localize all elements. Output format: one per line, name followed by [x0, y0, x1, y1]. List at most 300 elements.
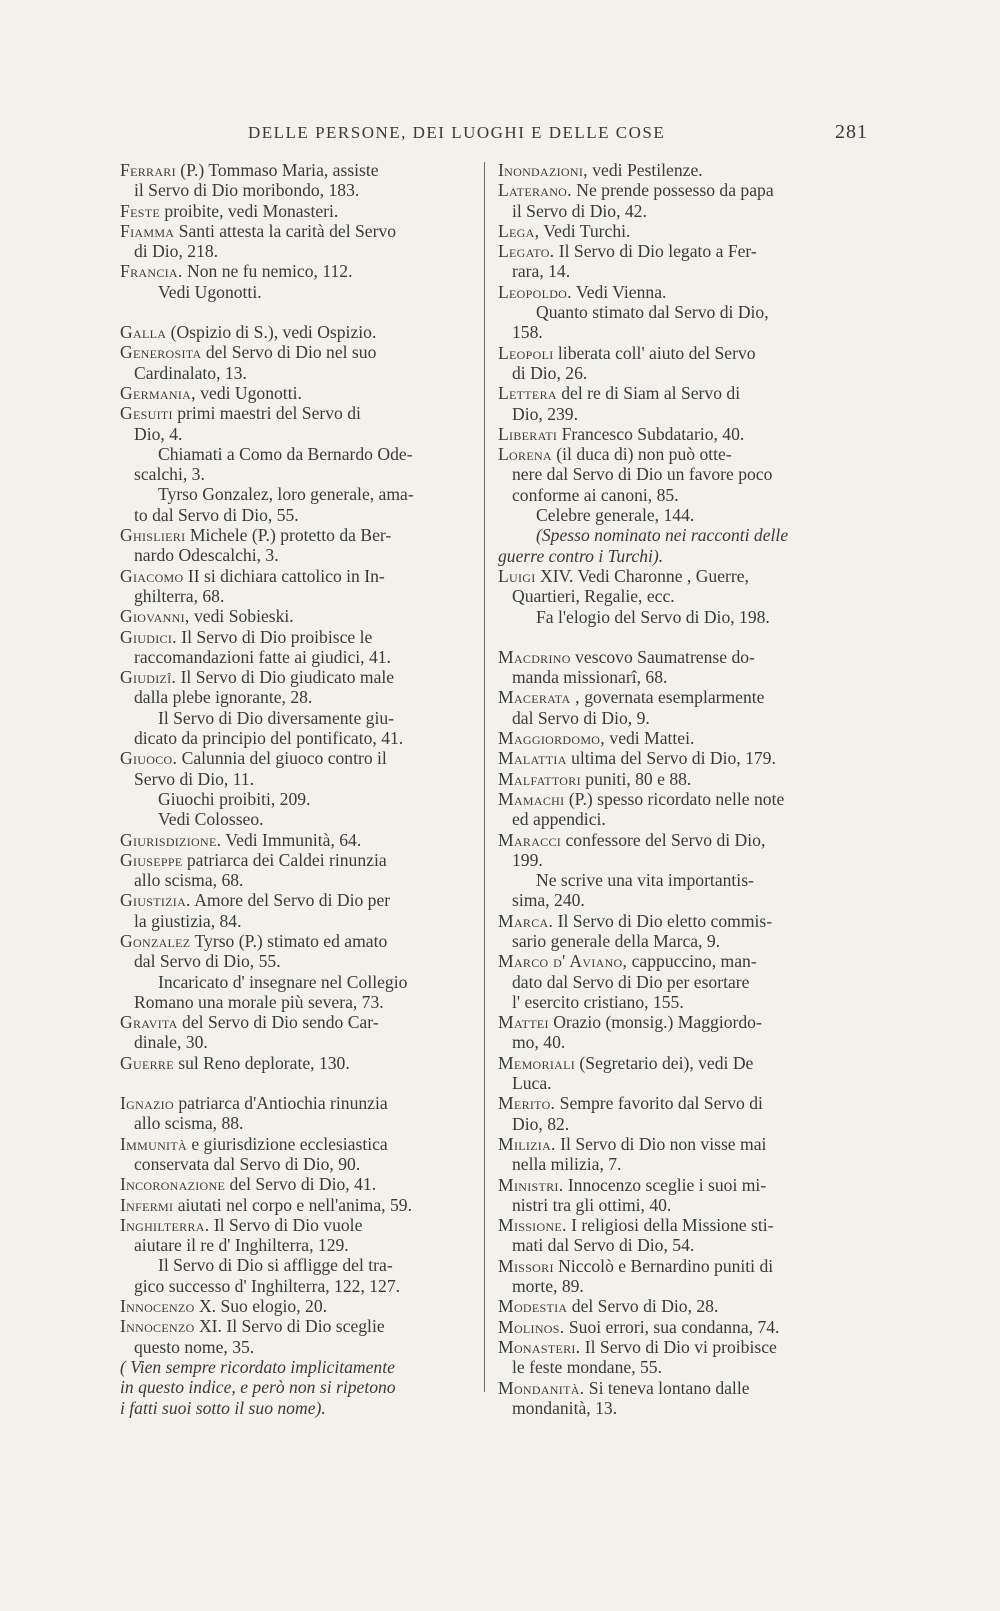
index-entry: [498, 180, 868, 221]
index-entry-text: del Servo di Dio, 28.: [571, 1296, 719, 1317]
index-entry-text: patriarca d'Antiochia rinunzia: [178, 1093, 388, 1114]
index-entry: [498, 830, 868, 911]
index-subentry-line: Incaricato d' insegnare nel Collegio: [158, 971, 408, 992]
index-entry-text: (Segretario dei), vedi De: [579, 1052, 754, 1073]
index-entry-text: I religiosi della Missione sti-: [571, 1215, 774, 1236]
page-header: [248, 119, 868, 147]
index-subentry-line: scalchi, 3.: [134, 464, 205, 485]
index-entry-first-line: [498, 343, 868, 363]
index-entry: [120, 1012, 472, 1053]
index-subentry-line: Il Servo di Dio si affligge del tra-: [158, 1255, 393, 1276]
index-entry: [498, 160, 868, 180]
index-keyword: Guerre: [120, 1052, 174, 1073]
index-subentry-line: Vedi Ugonotti.: [158, 281, 262, 302]
index-entry: [498, 566, 868, 627]
index-entry-text: XIV. Vedi Charonne , Guerre,: [539, 565, 749, 586]
index-entry-text: Si teneva lontano dalle: [588, 1377, 750, 1398]
index-entry-line: sario generale della Marca, 9.: [512, 930, 721, 951]
index-keyword: Lorena: [498, 444, 552, 465]
index-subentry-line: gico successo d' Inghilterra, 122, 127.: [134, 1275, 401, 1296]
index-entry: [120, 160, 472, 201]
index-entry: [120, 403, 472, 525]
index-keyword: Lettera: [498, 383, 557, 404]
index-entry: [120, 1357, 472, 1418]
index-note-line: i fatti suoi sotto il suo nome).: [120, 1397, 326, 1418]
index-entry-line: conservata dal Servo di Dio, 90.: [134, 1153, 361, 1174]
index-entry-text: vedi Sobieski.: [194, 606, 294, 627]
index-entry-line: ghilterra, 68.: [134, 585, 225, 606]
index-keyword: Infermi: [120, 1194, 174, 1215]
index-entry: [498, 1317, 868, 1337]
index-keyword: Laterano.: [498, 180, 572, 201]
index-entry-first-line: [120, 830, 472, 850]
index-entry-text: Amore del Servo di Dio per: [194, 890, 391, 911]
index-keyword: Galla: [120, 322, 167, 343]
index-subentry-line: Quanto stimato dal Servo di Dio,: [536, 302, 769, 323]
index-entry-line: Luca.: [512, 1073, 552, 1094]
index-keyword: Ghislieri: [120, 525, 186, 546]
index-entry-first-line: [498, 424, 868, 444]
index-entry-first-line: [498, 444, 868, 464]
index-entry-line: allo scisma, 68.: [134, 870, 244, 891]
index-entry: [120, 383, 472, 403]
index-keyword: Malfattori: [498, 768, 581, 789]
index-entry-text: Vedi Turchi.: [543, 220, 631, 241]
index-entry-first-line: [120, 627, 472, 647]
index-entry: [120, 1134, 472, 1175]
index-entry: [498, 444, 868, 525]
index-keyword: Incoronazione: [120, 1174, 226, 1195]
index-entry-text: del re di Siam al Servo di: [561, 383, 741, 404]
index-entry: [498, 769, 868, 789]
index-entry-text: puniti, 80 e 88.: [585, 768, 692, 789]
index-entry: [498, 1215, 868, 1256]
index-entry-line: morte, 89.: [512, 1276, 584, 1297]
index-keyword: Luigi: [498, 565, 536, 586]
index-entry-line: il Servo di Dio moribondo, 183.: [134, 180, 360, 201]
index-entry: [120, 627, 472, 668]
index-entry: [498, 525, 868, 566]
index-entry-text: e giurisdizione ecclesiastica: [191, 1133, 388, 1154]
page-number: 281: [835, 121, 868, 143]
index-keyword: Missione.: [498, 1215, 567, 1236]
index-entry-first-line: [120, 525, 472, 545]
index-entry-first-line: [120, 606, 472, 626]
index-entry-line: ed appendici.: [512, 809, 606, 830]
index-entry-text: vedi Ugonotti.: [200, 382, 302, 403]
index-entry-text: Francesco Subdatario, 40.: [561, 423, 745, 444]
index-keyword: Marco d' Aviano,: [498, 951, 628, 972]
index-keyword: Germania,: [120, 382, 196, 403]
index-keyword: Francia.: [120, 261, 183, 282]
index-keyword: Modestia: [498, 1296, 568, 1317]
index-entry: [498, 911, 868, 952]
index-keyword: Ignazio: [120, 1093, 174, 1114]
index-keyword: Mondanità.: [498, 1377, 585, 1398]
index-entry-first-line: [120, 1012, 472, 1032]
index-entry-line: nistri tra gli ottimi, 40.: [512, 1194, 672, 1215]
index-entry: [498, 343, 868, 384]
index-entry: [120, 606, 472, 626]
index-entry-first-line: [120, 850, 472, 870]
index-keyword: Milizia.: [498, 1133, 556, 1154]
index-entry-first-line: [498, 282, 868, 302]
index-entry-text: Ne prende possesso da papa: [576, 180, 774, 201]
index-entry-line: questo nome, 35.: [134, 1336, 255, 1357]
index-entry-first-line: [120, 566, 472, 586]
index-entry-text: patriarca dei Caldei rinunzia: [186, 849, 387, 870]
index-keyword: Fiamma: [120, 220, 175, 241]
index-entry-text: Orazio (monsig.) Maggiordo-: [553, 1012, 762, 1033]
index-keyword: Giuoco.: [120, 748, 178, 769]
index-entry-first-line: [120, 667, 472, 687]
index-note-line: guerre contro i Turchi).: [498, 545, 664, 566]
index-entry-line: Dio, 4.: [134, 423, 183, 444]
index-entry-first-line: [120, 221, 472, 241]
index-entry-first-line: [498, 180, 868, 200]
index-entry: [120, 931, 472, 1012]
index-entry-first-line: [498, 221, 868, 241]
index-entry: [120, 850, 472, 891]
index-entry-text: Vedi Vienna.: [575, 281, 667, 302]
index-entry-first-line: [120, 1316, 472, 1336]
index-entry-text: governata esemplarmente: [584, 687, 765, 708]
index-entry: [120, 830, 472, 850]
index-entry-line: mondanità, 13.: [512, 1397, 618, 1418]
index-entry-line: nardo Odescalchi, 3.: [134, 545, 279, 566]
running-title: DELLE PERSONE, DEI LUOGHI E DELLE COSE: [248, 123, 666, 142]
index-entry-line: dato dal Servo di Dio per esortare: [512, 971, 750, 992]
index-keyword: Merito.: [498, 1093, 556, 1114]
index-keyword: Generosita: [120, 342, 202, 363]
index-entry-line: raccomandazioni fatte ai giudici, 41.: [134, 646, 391, 667]
index-entry: [498, 1256, 868, 1297]
index-entry: [498, 1134, 868, 1175]
index-keyword: Giustizia.: [120, 890, 191, 911]
index-entry-first-line: [498, 647, 868, 667]
index-keyword: Macerata ,: [498, 687, 580, 708]
index-entry-first-line: [498, 1012, 868, 1032]
index-entry-first-line: [120, 342, 472, 362]
index-keyword: Molinos.: [498, 1316, 565, 1337]
index-subentry-line: dicato da principio del pontificato, 41.: [134, 728, 404, 749]
index-entry-line: Dio, 82.: [512, 1113, 570, 1134]
index-entry-text: primi maestri del Servo di: [177, 403, 361, 424]
index-keyword: Inghilterra.: [120, 1214, 210, 1235]
index-keyword: Immunità: [120, 1133, 187, 1154]
index-entry: [120, 1195, 472, 1215]
index-entry-first-line: [498, 830, 868, 850]
index-keyword: Innocenzo: [120, 1316, 195, 1337]
index-entry: [120, 525, 472, 566]
index-entry: [120, 1093, 472, 1134]
index-entry-first-line: [498, 1296, 868, 1316]
index-keyword: Inondazioni,: [498, 160, 588, 180]
index-entry: [120, 342, 472, 383]
index-entry-first-line: [498, 1053, 868, 1073]
index-entry: [120, 1316, 472, 1357]
index-entry-first-line: [498, 951, 868, 971]
index-entry-text: vescovo Saumatrense do-: [575, 646, 755, 667]
index-note-line: in questo indice, e però non si ripetono: [120, 1377, 396, 1398]
index-column-right: [498, 160, 868, 1418]
index-entry-first-line: [498, 1256, 868, 1276]
index-entry: [120, 748, 472, 829]
index-keyword: Innocenzo: [120, 1296, 195, 1317]
index-entry: [498, 728, 868, 748]
index-keyword: Giudici.: [120, 626, 177, 647]
index-entry-first-line: [498, 789, 868, 809]
section-gap: [498, 627, 868, 647]
index-keyword: Maracci: [498, 829, 562, 850]
index-entry: [498, 951, 868, 1012]
index-keyword: Leopoldo.: [498, 281, 572, 302]
index-entry-text: XI. Il Servo di Dio sceglie: [198, 1316, 385, 1337]
index-subentry-line: Fa l'elogio del Servo di Dio, 198.: [536, 606, 770, 627]
index-entry-first-line: [120, 1093, 472, 1113]
index-keyword: Malattia: [498, 748, 567, 769]
index-keyword: Legato.: [498, 241, 555, 262]
index-entry-line: nere dal Servo di Dio un favore poco: [512, 464, 773, 485]
index-entry-line: mati dal Servo di Dio, 54.: [512, 1235, 695, 1256]
index-keyword: Giovanni,: [120, 606, 190, 627]
index-entry: [120, 890, 472, 931]
index-entry-text: Il Servo di Dio legato a Fer-: [558, 241, 757, 262]
index-entry-text: Il Servo di Dio proibisce le: [181, 626, 373, 647]
index-entry-text: Sempre favorito dal Servo di: [559, 1093, 763, 1114]
index-entry-line: allo scisma, 88.: [134, 1113, 244, 1134]
index-entry-text: Il Servo di Dio non visse mai: [560, 1133, 767, 1154]
index-keyword: Ministri.: [498, 1174, 564, 1195]
index-entry: [120, 201, 472, 221]
index-entry-line: dal Servo di Dio, 9.: [512, 707, 650, 728]
index-entry-text: Vedi Immunità, 64.: [225, 829, 362, 850]
index-entry-text: liberata coll' aiuto del Servo: [557, 342, 756, 363]
index-keyword: Mamachi: [498, 788, 565, 809]
index-keyword: Gesuiti: [120, 403, 173, 424]
index-entry: [498, 1053, 868, 1094]
index-note-line: ( Vien sempre ricordato implicitamente: [120, 1356, 395, 1377]
index-note-line: (Spesso nominato nei racconti delle: [536, 525, 789, 546]
index-entry: [498, 1296, 868, 1316]
index-entry-line: di Dio, 26.: [512, 362, 588, 383]
section-gap: [120, 1073, 472, 1093]
index-entry-text: sul Reno deplorate, 130.: [178, 1052, 350, 1073]
index-entry-line: dalla plebe ignorante, 28.: [134, 687, 313, 708]
index-entry-text: Niccolò e Bernardino puniti di: [558, 1255, 774, 1276]
index-entry-first-line: [498, 687, 868, 707]
index-entry-line: aiutare il re d' Inghilterra, 129.: [134, 1235, 349, 1256]
index-entry-line: manda missionarî, 68.: [512, 667, 668, 688]
index-entry-line: Quartieri, Regalie, ecc.: [512, 586, 675, 607]
index-entry-text: del Servo di Dio, 41.: [229, 1174, 377, 1195]
index-keyword: Liberati: [498, 423, 558, 444]
index-entry-first-line: [498, 769, 868, 789]
index-entry-first-line: [498, 160, 868, 180]
index-entry-first-line: [120, 160, 472, 180]
index-entry: [120, 322, 472, 342]
index-keyword: Marca.: [498, 910, 554, 931]
index-keyword: Ferrari: [120, 160, 176, 180]
index-entry-first-line: [120, 1195, 472, 1215]
index-keyword: Giuseppe: [120, 849, 183, 870]
index-entry-first-line: [120, 748, 472, 768]
index-entry-text: Calunnia del giuoco contro il: [181, 748, 387, 769]
index-entry-text: (P.) Tommaso Maria, assiste: [180, 160, 379, 180]
index-entry: [120, 667, 472, 748]
index-entry-line: conforme ai canoni, 85.: [512, 484, 679, 505]
index-subentry-line: Chiamati a Como da Bernardo Ode-: [158, 443, 413, 464]
index-entry: [498, 1378, 868, 1419]
index-entry-first-line: [120, 1296, 472, 1316]
index-entry-line: la giustizia, 84.: [134, 910, 242, 931]
index-entry-text: del Servo di Dio sendo Car-: [182, 1012, 379, 1033]
index-entry: [120, 221, 472, 262]
index-entry-text: Michele (P.) protetto da Ber-: [189, 525, 392, 546]
index-entry: [498, 1175, 868, 1216]
index-entry-first-line: [498, 1337, 868, 1357]
index-keyword: Gonzalez: [120, 930, 191, 951]
index-entry-first-line: [498, 1378, 868, 1398]
index-entry-line: 199.: [512, 849, 543, 870]
index-entry-text: aiutati nel corpo e nell'anima, 59.: [177, 1194, 412, 1215]
index-keyword: Monasteri.: [498, 1336, 581, 1357]
index-entry-first-line: [498, 241, 868, 261]
index-entry-text: Il Servo di Dio giudicato male: [180, 667, 395, 688]
index-entry: [498, 282, 868, 343]
index-keyword: Mattei: [498, 1012, 549, 1033]
index-entry-first-line: [120, 1174, 472, 1194]
index-subentry-line: Ne scrive una vita importantis-: [536, 870, 754, 891]
index-entry: [498, 1012, 868, 1053]
index-entry-first-line: [120, 261, 472, 281]
section-gap: [120, 302, 472, 322]
index-entry-text: Il Servo di Dio vi proibisce: [584, 1336, 777, 1357]
index-entry-first-line: [120, 201, 472, 221]
index-subentry-line: Celebre generale, 144.: [536, 505, 695, 526]
index-entry-first-line: [498, 728, 868, 748]
index-subentry-line: Tyrso Gonzalez, loro generale, ama-: [158, 484, 414, 505]
index-entry: [498, 424, 868, 444]
index-entry-text: (P.) spesso ricordato nelle note: [568, 788, 785, 809]
index-entry: [498, 1093, 868, 1134]
index-entry-text: Il Servo di Dio vuole: [213, 1214, 363, 1235]
index-keyword: Memoriali: [498, 1052, 576, 1073]
index-entry-text: proibite, vedi Monasteri.: [164, 200, 339, 221]
index-entry-line: l' esercito cristiano, 155.: [512, 991, 684, 1012]
index-entry-first-line: [498, 1134, 868, 1154]
index-entry: [498, 241, 868, 282]
index-entry-text: confessore del Servo di Dio,: [565, 829, 766, 850]
index-entry: [498, 789, 868, 830]
index-entry-first-line: [120, 403, 472, 423]
index-keyword: Macdrino: [498, 646, 571, 667]
index-entry-line: Dio, 239.: [512, 403, 578, 424]
index-entry-first-line: [498, 911, 868, 931]
index-keyword: Feste: [120, 200, 160, 221]
index-entry-first-line: [498, 1215, 868, 1235]
index-entry-line: mo, 40.: [512, 1032, 566, 1053]
index-entry-text: Innocenzo sceglie i suoi mi-: [567, 1174, 767, 1195]
index-entry: [120, 261, 472, 302]
index-entry-text: Il Servo di Dio eletto commis-: [557, 910, 773, 931]
index-subentry-line: to dal Servo di Dio, 55.: [134, 504, 299, 525]
index-entry: [498, 748, 868, 768]
index-entry-line: il Servo di Dio, 42.: [512, 200, 647, 221]
index-entry-first-line: [120, 890, 472, 910]
index-entry-text: Tyrso (P.) stimato ed amato: [194, 930, 388, 951]
index-entry: [498, 383, 868, 424]
index-entry-first-line: [498, 1317, 868, 1337]
index-keyword: Giurisdizione.: [120, 829, 222, 850]
index-entry-text: vedi Pestilenze.: [592, 160, 703, 180]
index-entry-text: Suoi errori, sua condanna, 74.: [568, 1316, 780, 1337]
index-entry-text: cappuccino, man-: [631, 951, 757, 972]
index-subentry-line: Vedi Colosseo.: [158, 809, 264, 830]
index-entry-line: dal Servo di Dio, 55.: [134, 951, 281, 972]
index-entry: [498, 1337, 868, 1378]
index-entry-text: X. Suo elogio, 20.: [198, 1296, 328, 1317]
index-keyword: Lega,: [498, 220, 540, 241]
index-entry-first-line: [498, 1175, 868, 1195]
index-keyword: Leopoli: [498, 342, 554, 363]
index-entry-text: del Servo di Dio nel suo: [205, 342, 377, 363]
index-entry-text: (il duca di) non può otte-: [556, 444, 732, 465]
index-entry: [498, 647, 868, 688]
index-entry: [498, 221, 868, 241]
index-entry-first-line: [498, 566, 868, 586]
index-keyword: Missori: [498, 1255, 554, 1276]
index-entry-text: Santi attesta la carità del Servo: [178, 220, 397, 241]
index-entry: [120, 1215, 472, 1296]
index-entry-text: vedi Mattei.: [609, 728, 695, 749]
index-subentry-line: Giuochi proibiti, 209.: [158, 788, 311, 809]
index-entry-first-line: [120, 1134, 472, 1154]
index-subentry-line: Il Servo di Dio diversamente giu-: [158, 707, 394, 728]
index-entry-text: (Ospizio di S.), vedi Ospizio.: [170, 322, 377, 343]
index-subentry-line: sima, 240.: [512, 890, 585, 911]
index-subentry-line: Romano una morale più severa, 73.: [134, 991, 384, 1012]
index-entry-first-line: [120, 1215, 472, 1235]
index-column-left: [120, 160, 472, 1418]
index-entry-text: II si dichiara cattolico in In-: [187, 565, 385, 586]
index-keyword: Gravita: [120, 1012, 178, 1033]
index-entry-first-line: [120, 322, 472, 342]
column-divider: [484, 162, 485, 1392]
index-entry: [120, 1174, 472, 1194]
index-entry-first-line: [120, 1053, 472, 1073]
index-entry-first-line: [120, 931, 472, 951]
index-keyword: Giacomo: [120, 565, 184, 586]
index-entry-text: ultima del Servo di Dio, 179.: [571, 748, 776, 769]
index-entry-text: Non ne fu nemico, 112.: [187, 261, 353, 282]
index-entry-line: Servo di Dio, 11.: [134, 768, 255, 789]
index-entry-line: rara, 14.: [512, 261, 571, 282]
index-entry-line: Cardinalato, 13.: [134, 362, 247, 383]
index-entry: [120, 566, 472, 607]
index-entry: [120, 1053, 472, 1073]
index-entry-first-line: [498, 748, 868, 768]
index-keyword: Maggiordomo,: [498, 728, 605, 749]
index-entry: [498, 687, 868, 728]
index-entry-line: di Dio, 218.: [134, 241, 219, 262]
index-entry: [120, 1296, 472, 1316]
index-entry-first-line: [120, 383, 472, 403]
index-keyword: Giudizî.: [120, 667, 177, 688]
index-entry-first-line: [498, 1093, 868, 1113]
index-entry-line: le feste mondane, 55.: [512, 1357, 662, 1378]
index-entry-line: nella milizia, 7.: [512, 1154, 622, 1175]
